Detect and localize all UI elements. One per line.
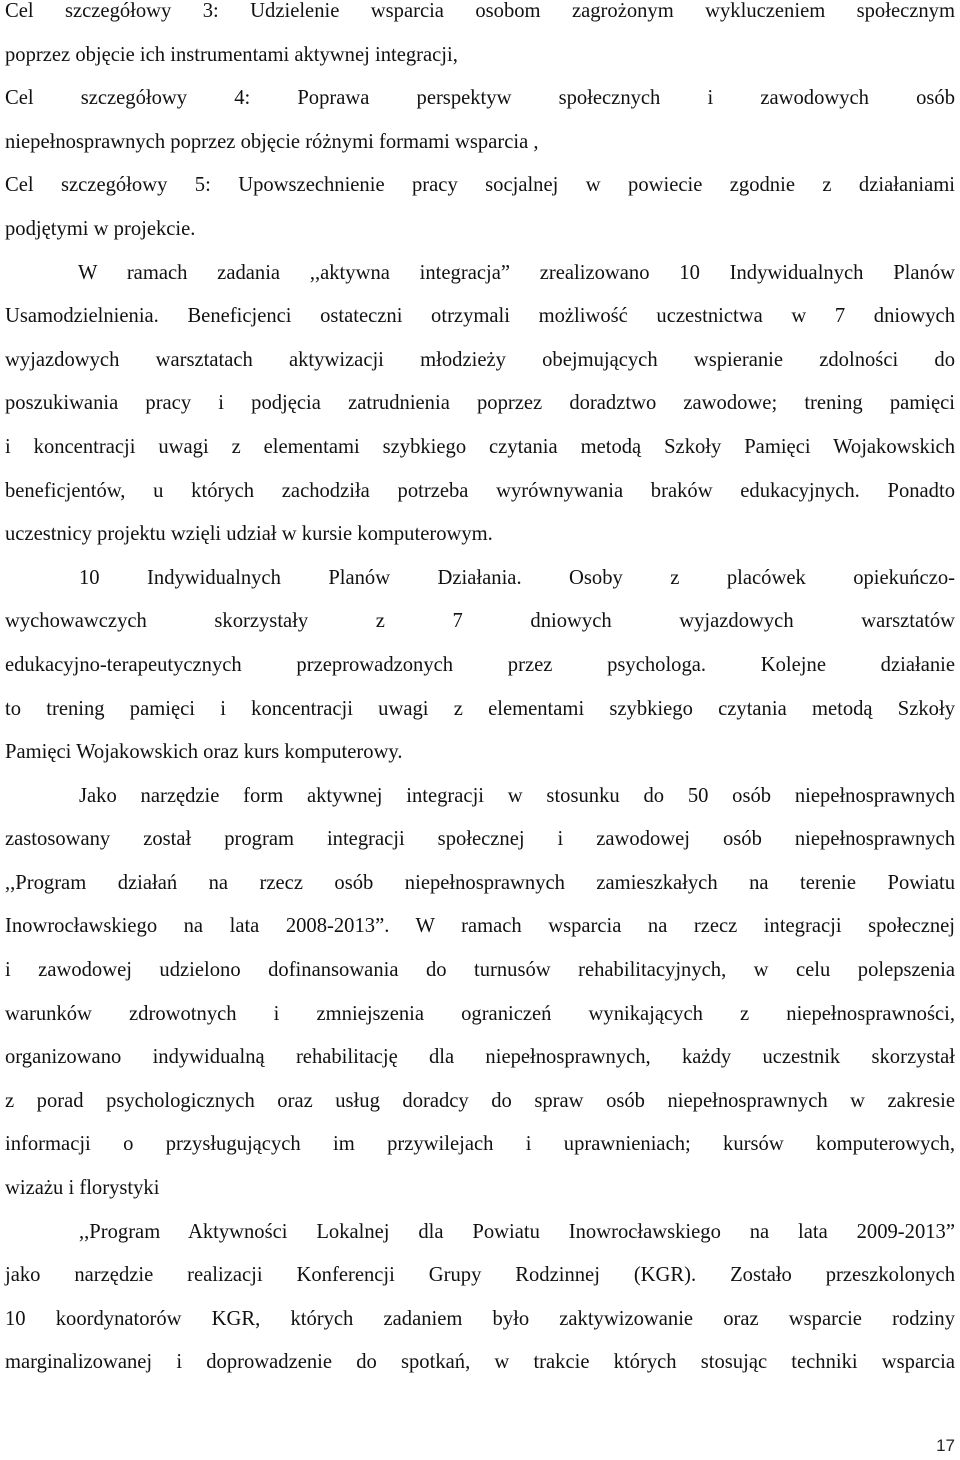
text-line: Cel szczegółowy 5: Upowszechnienie pracy socjalnej w powiecie zgodnie z działaniami — [5, 174, 955, 197]
text-line: zastosowany został program integracji społecznej i zawodowej osób niepełnosprawnych — [5, 828, 955, 851]
text-line: z porad psychologicznych oraz usług doradcy do spraw osób niepełnosprawnych w zakresie — [5, 1089, 955, 1112]
text-line: Pamięci Wojakowskich oraz kurs komputerowy. — [5, 741, 403, 764]
text-line: 10 Indywidualnych Planów Działania. Osoby z placówek opiekuńczo- — [79, 566, 955, 589]
text-line: i zawodowej udzielono dofinansowania do turnusów rehabilitacyjnych, w celu polepszenia — [5, 959, 955, 982]
text-line: ,,Program działań na rzecz osób niepełnosprawnych zamieszkałych na terenie Powiatu — [5, 871, 955, 894]
text-line: marginalizowanej i doprowadzenie do spotkań, w trakcie których stosując techniki wsparcia — [5, 1351, 955, 1374]
text-line: ,,Program Aktywności Lokalnej dla Powiatu Inowrocławskiego na lata 2009-2013” — [79, 1220, 955, 1243]
text-line: organizowano indywidualną rehabilitację dla niepełnosprawnych, każdy uczestnik skorzystał — [5, 1046, 955, 1069]
text-line: wychowawczych skorzystały z 7 dniowych wyjazdowych warsztatów — [5, 610, 955, 633]
text-line: Cel szczegółowy 4: Poprawa perspektyw społecznych i zawodowych osób — [5, 87, 955, 110]
text-line: Jako narzędzie form aktywnej integracji w stosunku do 50 osób niepełnosprawnych — [79, 784, 955, 807]
text-line: warunków zdrowotnych i zmniejszenia ograniczeń wynikających z niepełnosprawności, — [5, 1002, 955, 1025]
text-line: i koncentracji uwagi z elementami szybkiego czytania metodą Szkoły Pamięci Wojakowskich — [5, 435, 955, 458]
document-body — [5, 0, 955, 1385]
text-line: 10 koordynatorów KGR, których zadaniem było zaktywizowanie oraz wsparcie rodziny — [5, 1307, 955, 1330]
text-line: informacji o przysługujących im przywilejach i uprawnieniach; kursów komputerowych, — [5, 1133, 955, 1156]
text-line: wizażu i florystyki — [5, 1177, 160, 1200]
text-line: uczestnicy projektu wzięli udział w kursie komputerowym. — [5, 523, 493, 546]
text-line: to trening pamięci i koncentracji uwagi z elementami szybkiego czytania metodą Szkoły — [5, 697, 955, 720]
text-line: jako narzędzie realizacji Konferencji Grupy Rodzinnej (KGR). Zostało przeszkolonych — [5, 1264, 955, 1287]
text-line: wyjazdowych warsztatach aktywizacji młodzieży obejmujących wspieranie zdolności do — [5, 348, 955, 371]
page-number: 17 — [936, 1436, 955, 1455]
text-line: poszukiwania pracy i podjęcia zatrudnienia poprzez doradztwo zawodowe; trening pamięci — [5, 392, 955, 415]
text-line: Cel szczegółowy 3: Udzielenie wsparcia osobom zagrożonym wykluczeniem społecznym — [5, 0, 955, 22]
text-line: Usamodzielnienia. Beneficjenci ostateczni otrzymali możliwość uczestnictwa w 7 dniowych — [5, 305, 955, 328]
text-line: edukacyjno-terapeutycznych przeprowadzonych przez psychologa. Kolejne działanie — [5, 653, 955, 676]
text-line: podjętymi w projekcie. — [5, 217, 196, 240]
text-line: niepełnosprawnych poprzez objęcie różnymi formami wsparcia , — [5, 130, 539, 153]
text-line: poprzez objęcie ich instrumentami aktywnej integracji, — [5, 43, 458, 66]
text-line: Inowrocławskiego na lata 2008-2013”. W ramach wsparcia na rzecz integracji społecznej — [5, 915, 955, 938]
text-line: beneficjentów, u których zachodziła potrzeba wyrównywania braków edukacyjnych. Ponadto — [5, 479, 955, 502]
text-line: W ramach zadania ,,aktywna integracja” zrealizowano 10 Indywidualnych Planów — [78, 261, 955, 284]
